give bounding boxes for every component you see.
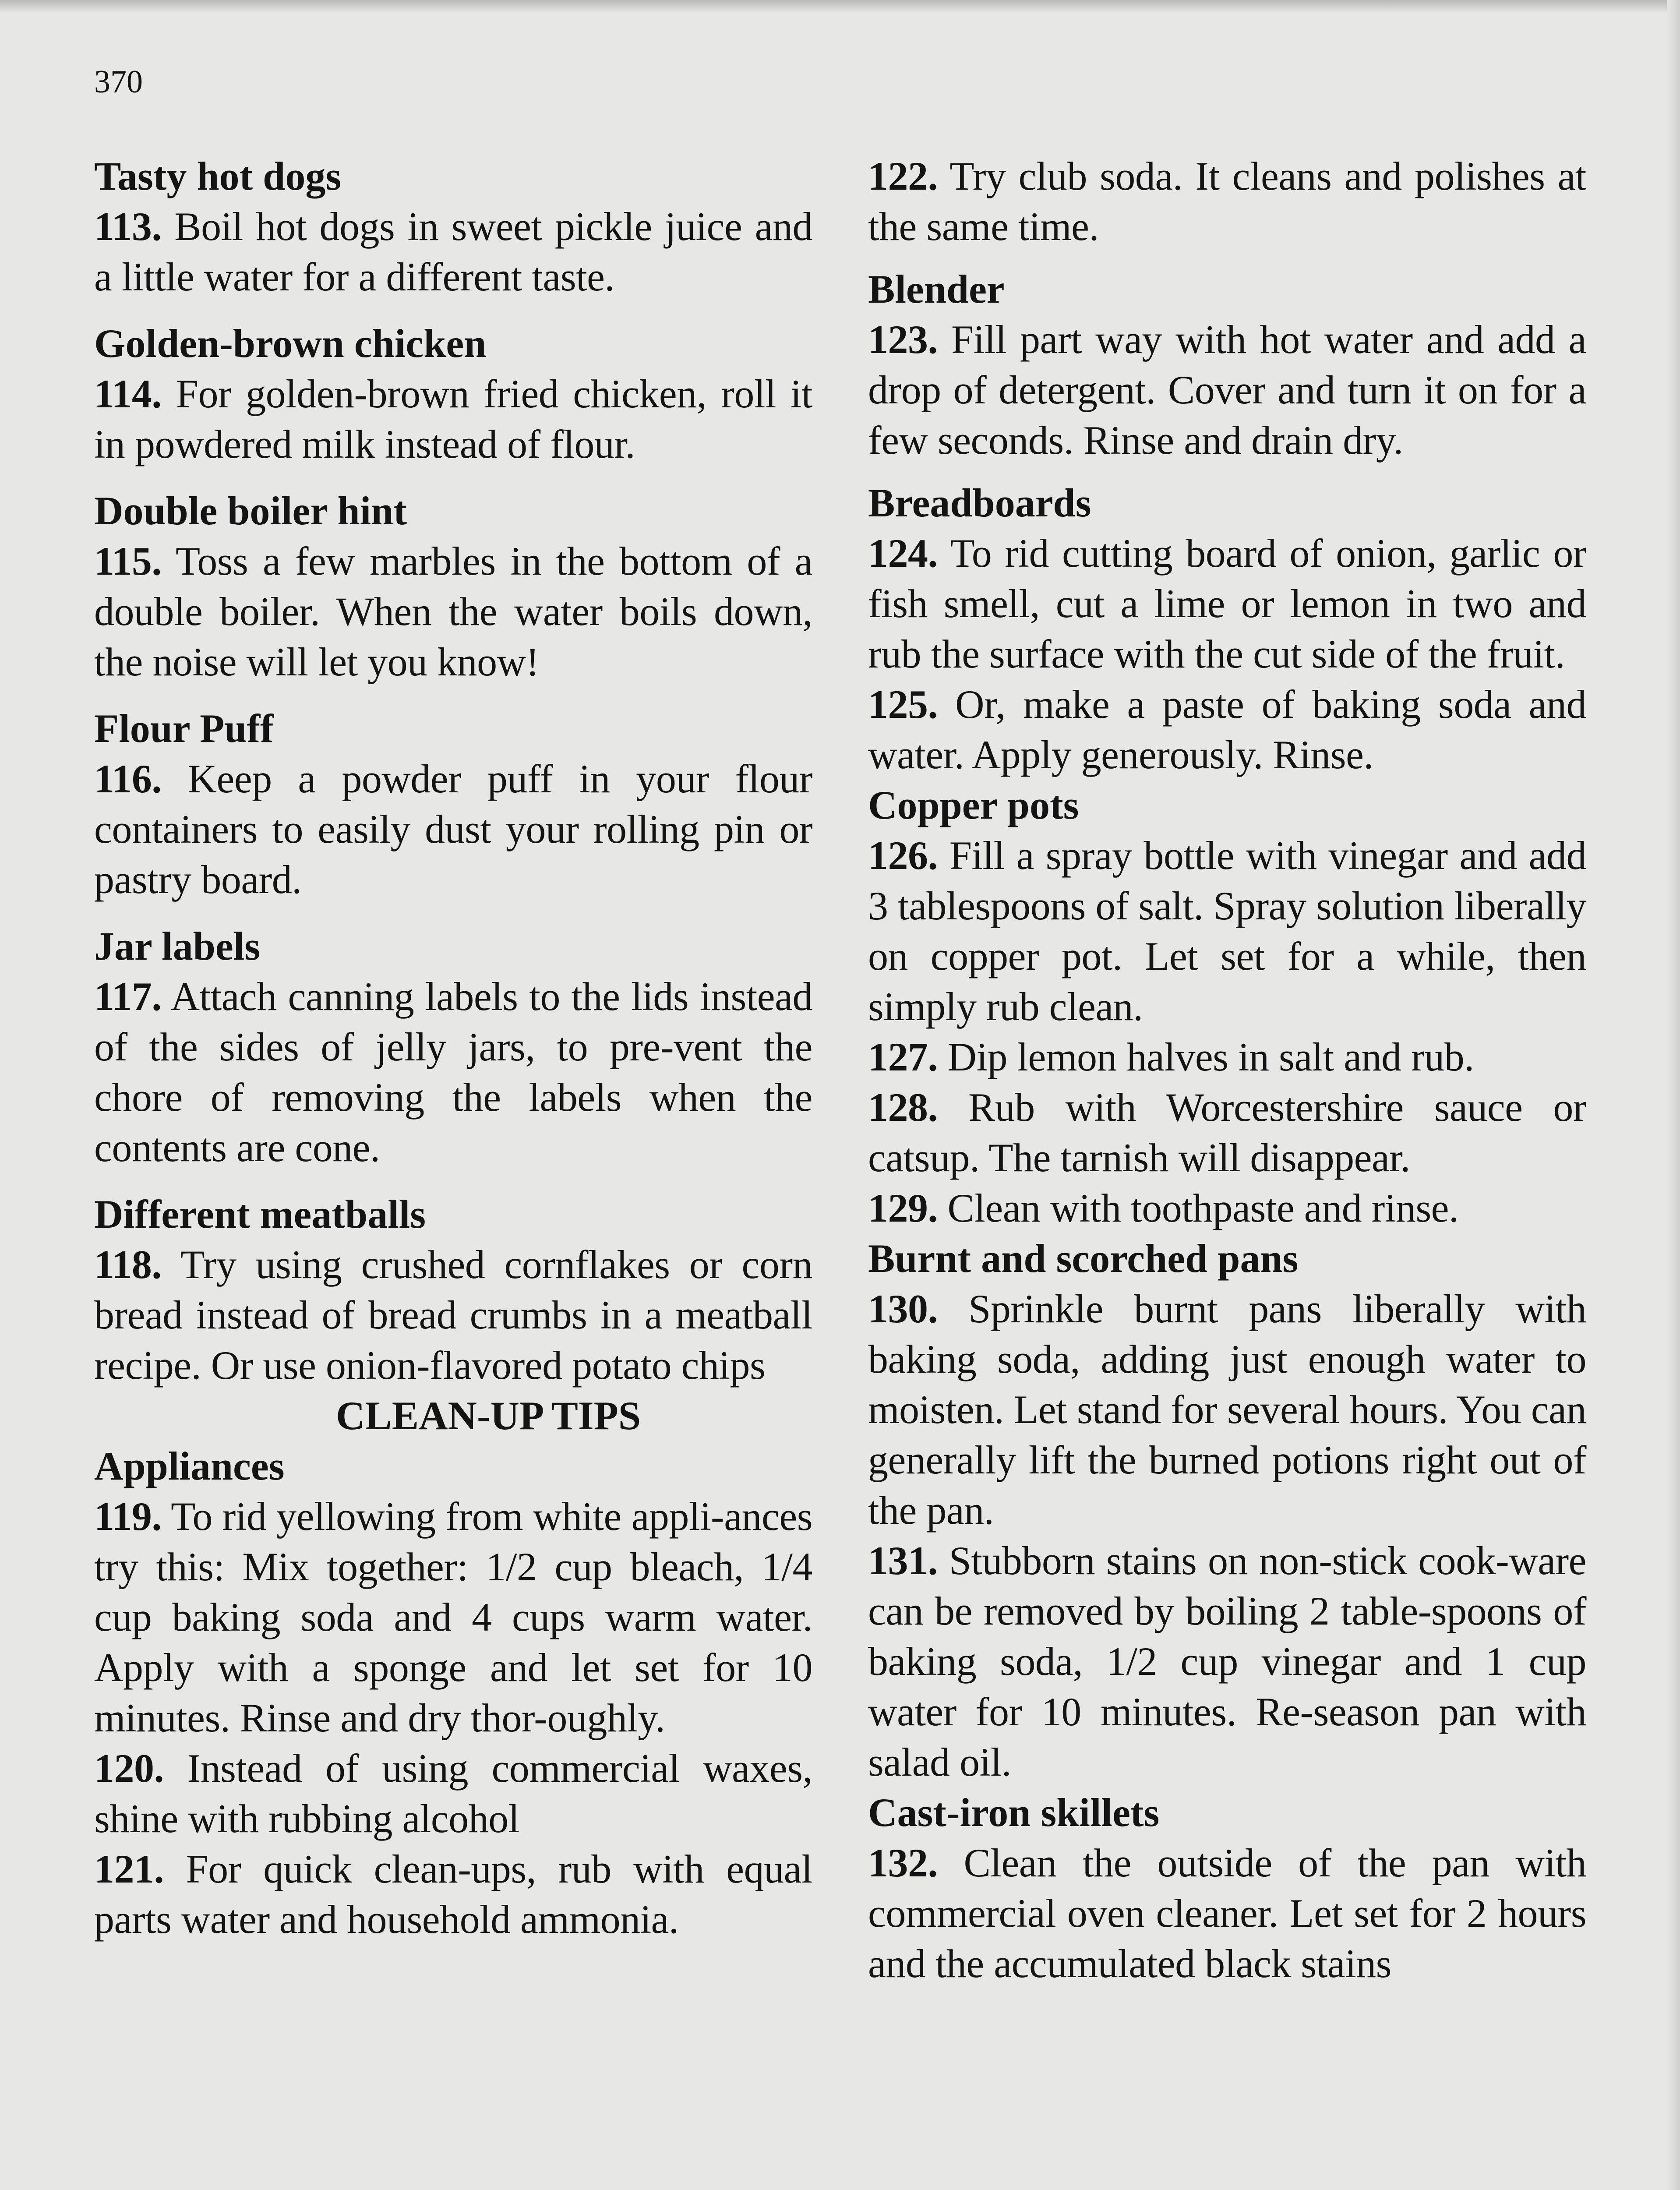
tip-text: Try using crushed cornflakes or corn bread instead of bread crumbs in a meatball recipe. Or use onion-flavored potato chips bbox=[94, 1242, 812, 1388]
tip-number: 129. bbox=[868, 1186, 938, 1230]
section-heading: Flour Puff bbox=[94, 706, 274, 751]
tip-text: Dip lemon halves in salt and rub. bbox=[947, 1035, 1474, 1079]
tip-text: Instead of using commercial waxes, shine with rubbing alcohol bbox=[94, 1746, 813, 1841]
tip-number: 125. bbox=[868, 682, 938, 727]
tip-118 bbox=[94, 1240, 812, 1391]
tip-text: To rid yellowing from white appli-ances try this: Mix together: 1/2 cup bleach, 1/4 cup baking soda and 4 cups warm water. Apply with a sponge and let set for 10 minutes. Rinse and dry thor-oughly. bbox=[94, 1494, 812, 1740]
section-heading: Tasty hot dogs bbox=[94, 154, 342, 198]
section-heading: Copper pots bbox=[868, 783, 1079, 827]
tip-122 bbox=[868, 151, 1586, 252]
tip-number: 114. bbox=[94, 371, 162, 416]
page-right-edge bbox=[1667, 0, 1680, 2190]
tip-text: Boil hot dogs in sweet pickle juice and a little water for a different taste. bbox=[94, 204, 813, 299]
tip-text: Fill part way with hot water and add a drop of detergent. Cover and turn it on for a few seconds. Rinse and drain dry. bbox=[868, 317, 1586, 463]
page-top-edge bbox=[0, 0, 1680, 13]
tip-text: Stubborn stains on non-stick cook-ware can be removed by boiling 2 table-spoons of baking soda, 1/2 cup vinegar and 1 cup water for 10 minutes. Re-season pan with salad oil. bbox=[868, 1538, 1586, 1784]
tip-number: 130. bbox=[868, 1286, 938, 1331]
tip-text: Clean the outside of the pan with commercial oven cleaner. Let set for 2 hours and the accumulated black stains bbox=[868, 1840, 1587, 1986]
section-heading: Cast-iron skillets bbox=[868, 1790, 1160, 1835]
tip-text: Sprinkle burnt pans liberally with baking soda, adding just enough water to moisten. Let stand for several hours. You can generally lift the burned potions right out of the pan. bbox=[868, 1286, 1587, 1533]
tip-number: 117. bbox=[94, 974, 162, 1019]
tip-131 bbox=[868, 1536, 1586, 1787]
tip-114 bbox=[94, 369, 812, 470]
tip-number: 122. bbox=[868, 154, 938, 198]
tip-127 bbox=[868, 1032, 1586, 1082]
tip-116 bbox=[94, 754, 812, 905]
section-heading: Blender bbox=[868, 267, 1005, 311]
section-heading: Breadboards bbox=[868, 480, 1091, 525]
tip-text: Rub with Worcestershire sauce or catsup. The tarnish will disappear. bbox=[868, 1085, 1586, 1180]
tip-number: 119. bbox=[94, 1494, 162, 1539]
section-heading: Different meatballs bbox=[94, 1192, 426, 1236]
tip-text: Keep a powder puff in your flour containers to easily dust your rolling pin or pastry board. bbox=[94, 756, 812, 902]
tip-text: Toss a few marbles in the bottom of a double boiler. When the water boils down, the noise will let you know! bbox=[94, 539, 812, 684]
tip-text: For quick clean-ups, rub with equal parts water and household ammonia. bbox=[94, 1847, 813, 1942]
tip-132 bbox=[868, 1838, 1586, 1989]
tip-text: For golden-brown fried chicken, roll it in powdered milk instead of flour. bbox=[94, 371, 812, 466]
tip-number: 121. bbox=[94, 1847, 164, 1891]
tip-121 bbox=[94, 1844, 812, 1945]
left-column bbox=[94, 151, 812, 1945]
section-heading: Jar labels bbox=[94, 924, 261, 968]
section-heading: Golden-brown chicken bbox=[94, 321, 487, 366]
page-number: 370 bbox=[94, 64, 143, 100]
tip-text: Fill a spray bottle with vinegar and add 3 tablespoons of salt. Spray solution liberally on copper pot. Let set for a while, then simply rub clean. bbox=[868, 833, 1586, 1029]
tip-number: 127. bbox=[868, 1035, 938, 1079]
tip-117 bbox=[94, 971, 812, 1173]
tip-number: 118. bbox=[94, 1242, 162, 1287]
tip-126 bbox=[868, 830, 1586, 1032]
tip-number: 124. bbox=[868, 531, 938, 576]
tip-text: Try club soda. It cleans and polishes at the same time. bbox=[868, 154, 1586, 249]
tip-124 bbox=[868, 528, 1586, 679]
section-heading: Appliances bbox=[94, 1444, 285, 1488]
tip-number: 116. bbox=[94, 756, 162, 801]
tip-text: Or, make a paste of baking soda and water. Apply generously. Rinse. bbox=[868, 682, 1586, 777]
tip-119 bbox=[94, 1491, 812, 1743]
tip-number: 132. bbox=[868, 1840, 938, 1885]
tip-number: 126. bbox=[868, 833, 938, 878]
tip-128 bbox=[868, 1082, 1586, 1183]
tip-125 bbox=[868, 679, 1586, 780]
clean-up-tips-title: CLEAN-UP TIPS bbox=[335, 1393, 641, 1438]
tip-number: 120. bbox=[94, 1746, 164, 1791]
tip-number: 131. bbox=[868, 1538, 938, 1583]
tip-129 bbox=[868, 1183, 1586, 1233]
tip-123 bbox=[868, 314, 1586, 466]
tip-number: 115. bbox=[94, 539, 162, 583]
tip-number: 123. bbox=[868, 317, 938, 362]
tip-number: 113. bbox=[94, 204, 162, 249]
section-heading: Double boiler hint bbox=[94, 488, 407, 533]
tip-text: Attach canning labels to the lids instead of the sides of jelly jars, to pre-vent the chore of removing the labels when the contents are cone. bbox=[94, 974, 812, 1170]
tip-number: 128. bbox=[868, 1085, 938, 1130]
section-heading: Burnt and scorched pans bbox=[868, 1236, 1299, 1281]
tip-130 bbox=[868, 1284, 1586, 1536]
tip-113 bbox=[94, 201, 812, 302]
tip-text: To rid cutting board of onion, garlic or fish smell, cut a lime or lemon in two and rub the surface with the cut side of the fruit. bbox=[868, 531, 1587, 676]
tip-115 bbox=[94, 536, 812, 687]
tip-text: Clean with toothpaste and rinse. bbox=[947, 1186, 1459, 1230]
tip-120 bbox=[94, 1743, 812, 1844]
right-column bbox=[868, 151, 1586, 1989]
